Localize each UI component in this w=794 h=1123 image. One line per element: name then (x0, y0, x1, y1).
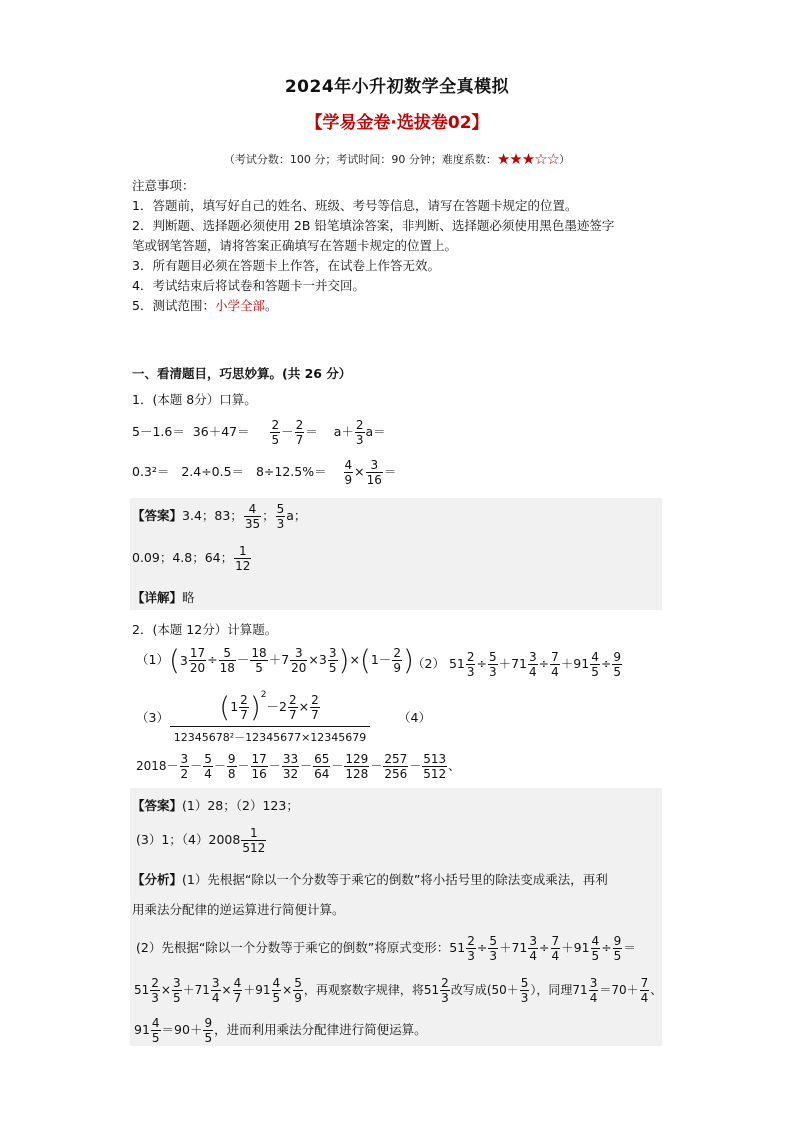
fraction: $\frac{2}{7}$ (295, 418, 304, 447)
fraction: $\frac{3}{2}$ (180, 752, 189, 781)
fraction: $\frac{9}{8}$ (227, 752, 236, 781)
q2-part-4-label: （4） (398, 710, 431, 725)
q2-analysis-2a: (2）先根据“除以一个分数等于乘它的倒数”将原式变形：51 $\frac{2}{3}$ ÷ $\frac{5}{3}$ ＋71 $\frac{3}{4}$ ÷ $\frac{7}{4}$ ＋91 $\frac{4}{5}$ ÷ $\frac{9}{5}$ ＝ (136, 934, 636, 963)
fraction: $\frac{5}{4}$ (204, 752, 212, 781)
notes (132, 176, 664, 316)
fraction: $\frac{2}{3}$ (355, 418, 364, 447)
q1-row-1: 5－1.6＝ 36＋47＝ $\frac{2}{5}$ － $\frac{2}{7}$ ＝ a＋ $\frac{2}{3}$ a＝ (132, 418, 386, 447)
q1-answer-line-2: 0.09；4.8；64； $\frac{1}{12}$ (132, 544, 251, 573)
fraction: $\frac{3}{16}$ (366, 458, 382, 487)
q1-row-2: 0.3²＝ 2.4÷0.5＝ 8÷12.5%＝ $\frac{4}{9}$ × $\frac{3}{16}$ ＝ (132, 458, 397, 487)
exam-meta (0, 150, 794, 168)
note-item: 1．答题前，填写好自己的姓名、班级、考号等信息，请写在答题卡规定的位置。 (132, 198, 578, 213)
q2-analysis-1b: 用乘法分配律的逆运算进行简便计算。 (132, 902, 345, 917)
star-empty-icon: ☆☆ (534, 150, 560, 168)
fraction: $\frac{4}{9}$ (344, 458, 353, 487)
fraction: $\frac{2}{5}$ (271, 418, 280, 447)
note-scope: 5．测试范围：小学全部。 (132, 298, 278, 313)
q2-part-3-label: （3） (136, 710, 169, 725)
q2-part-4: 2018－ $\frac{3}{2}$ － $\frac{5}{4}$ － $\frac{9}{8}$ － $\frac{17}{16}$ － $\frac{33}{32}$ － $\frac{65}{64}$ － $\frac{129}{128}$ － $\frac{257}{256}$ － $\frac{513}{512}$ 、 (136, 752, 461, 781)
difficulty-stars (497, 150, 559, 168)
q2-part-3-numerator: (1 $\frac{2}{7}$ )$^2$－2 $\frac{2}{7}$ × $\frac{2}{7}$ (219, 690, 319, 724)
q2-analysis-2c: 91 $\frac{4}{5}$ ＝90＋ $\frac{9}{5}$ ，进而利用乘法分配律进行简便运算。 (134, 1016, 427, 1045)
fraction: $\frac{5}{3}$ (276, 502, 285, 531)
q2-analysis-2b: 51 $\frac{2}{3}$ × $\frac{3}{5}$ ＋71 $\frac{3}{4}$ × $\frac{4}{7}$ ＋91 $\frac{4}{5}$ × $\frac{5}{9}$ ，再观察数字规律，将51 $\frac{2}{3}$ 改写成(50＋ $\frac{5}{3}$ ），同理71 $\frac{3}{4}$ ＝70＋ $\frac{7}{4}$ 、 (134, 976, 663, 1005)
q2-answer-line-2: (3）1；（4）2008 $\frac{1}{512}$ (136, 826, 266, 855)
q2-answer-line-1: 【答案】(1）28；（2）123； (132, 798, 299, 813)
notes-heading: 注意事项： (132, 178, 195, 193)
fraction: $\frac{33}{32}$ (282, 752, 299, 781)
fraction: $\frac{4}{35}$ (244, 502, 261, 531)
note-item: 3．所有题目必须在答题卡上作答，在试卷上作答无效。 (132, 258, 440, 273)
q2-part-2: （2） 51 $\frac{2}{3}$ ÷ $\frac{5}{3}$ ＋71 $\frac{3}{4}$ ÷ $\frac{7}{4}$ ＋91 $\frac{4}{5}$ ÷ $\frac{9}{5}$ (412, 650, 621, 679)
q1-answer-line-1: 【答案】3.4；83； $\frac{4}{35}$ ； $\frac{5}{3}$ a； (132, 502, 307, 531)
section-heading: 一、看清题目，巧思妙算。(共 26 分） (132, 366, 352, 381)
question-1-label: 1．(本题 8分）口算。 (132, 392, 257, 407)
note-item: 笔或钢笔答题，请将答案正确填写在答题卡规定的位置上。 (132, 238, 458, 253)
fraction: $\frac{17}{16}$ (251, 752, 267, 781)
scope-value: 小学全部 (214, 298, 265, 313)
note-item: 2．判断题、选择题必须使用 2B 铅笔填涂答案，非判断、选择题必须使用黑色墨迹签字 (132, 218, 615, 233)
fraction: $\frac{1}{12}$ (235, 544, 251, 573)
question-2-label: 2．(本题 12分）计算题。 (132, 622, 278, 637)
page-title: 2024年小升初数学全真模拟 (284, 77, 510, 97)
fraction-bar (170, 726, 370, 727)
fraction: $\frac{513}{512}$ (423, 752, 447, 781)
meta-text: （考试分数：100 分；考试时间：90 分钟；难度系数： (223, 153, 497, 166)
fraction: $\frac{65}{64}$ (314, 752, 330, 781)
fraction: $\frac{257}{256}$ (384, 752, 408, 781)
meta-close: ） (559, 153, 571, 166)
note-item: 4．考试结束后将试卷和答题卡一并交回。 (132, 278, 365, 293)
q2-part-1: （1）(3 $\frac{17}{20}$ ÷ $\frac{5}{18}$ － $\frac{18}{5}$ ＋7 $\frac{3}{20}$ ×3 $\frac{3}{5}$ )×(1－ $\frac{2}{9}$ ) (136, 643, 414, 677)
q1-detail: 【详解】略 (132, 590, 195, 605)
fraction: $\frac{129}{128}$ (345, 752, 369, 781)
q2-analysis-1a: 【分析】(1）先根据“除以一个分数等于乘它的倒数”将小括号里的除法变成乘法，再利 (132, 872, 608, 887)
q2-part-3-denominator: 12345678²－12345677×12345679 (173, 731, 367, 744)
star-filled-icon: ★★★ (496, 150, 535, 168)
page-subtitle: 【学易金卷·选拔卷02】 (305, 113, 489, 133)
